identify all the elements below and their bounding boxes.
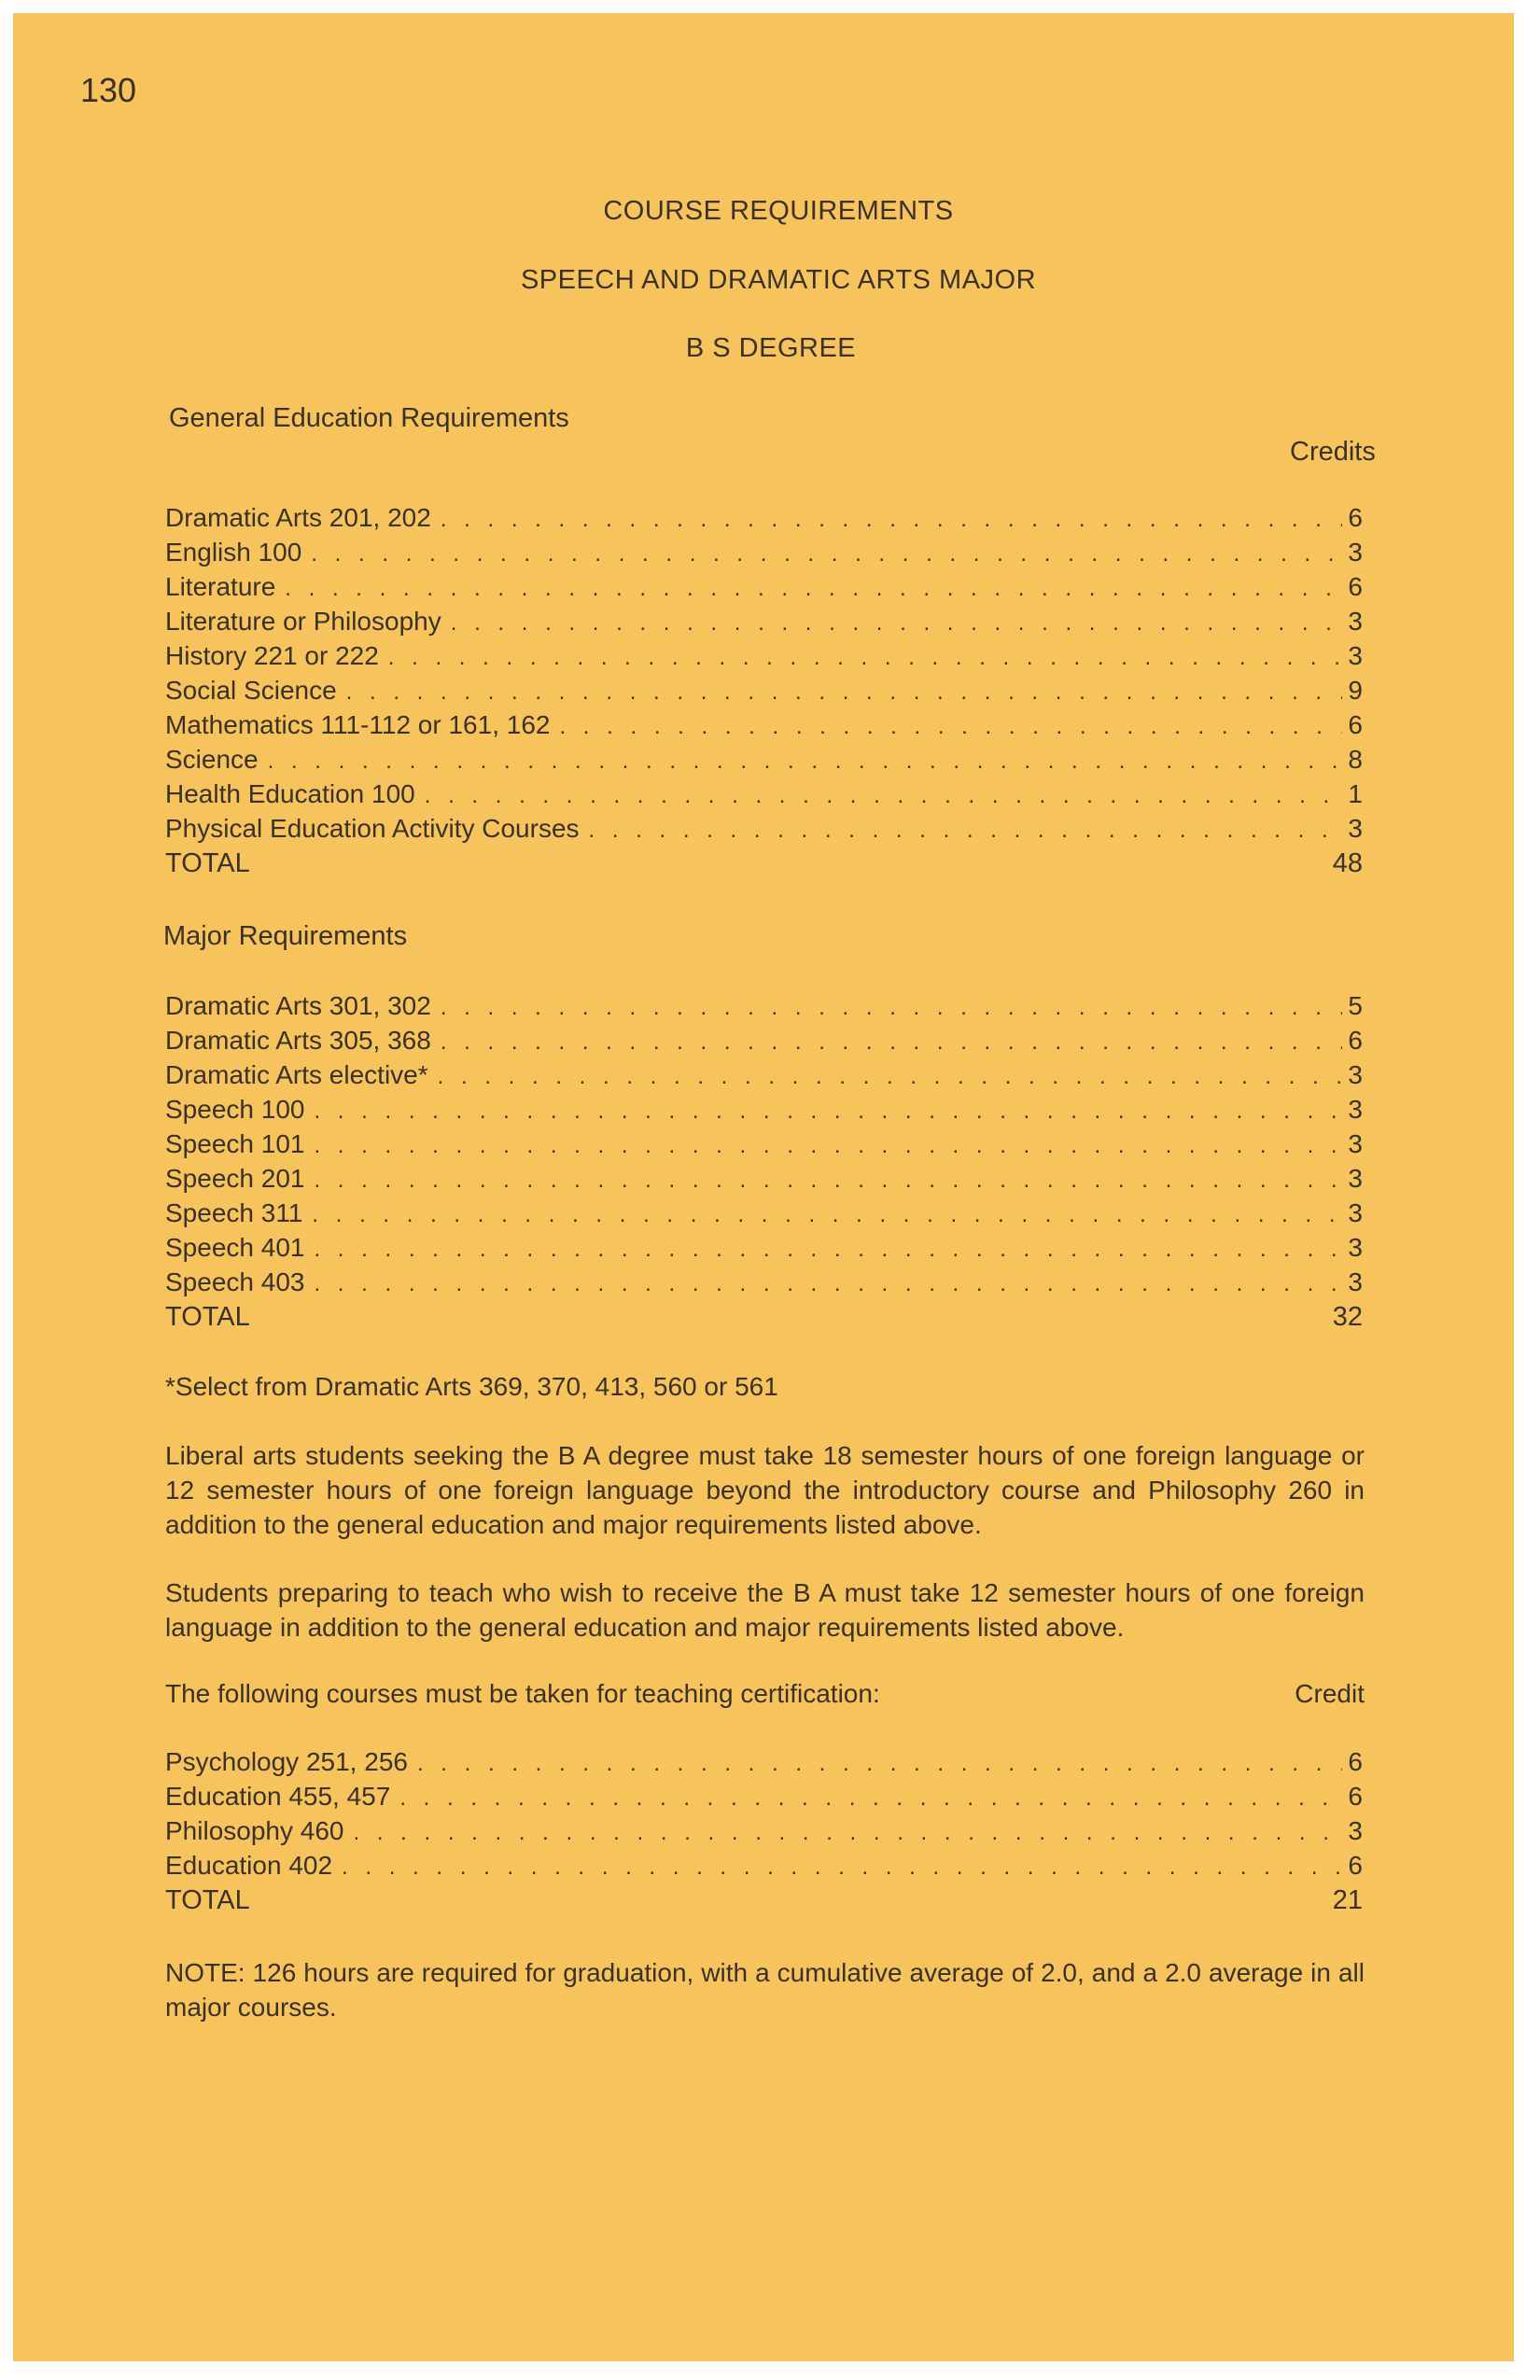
major-heading: SPEECH AND DRAMATIC ARTS MAJOR bbox=[520, 265, 1037, 295]
course-credits: 6 bbox=[1348, 1851, 1363, 1880]
total-label: TOTAL bbox=[165, 848, 250, 878]
course-name: Health Education 100 bbox=[165, 779, 415, 808]
dot-leader bbox=[314, 1099, 1342, 1125]
course-credits: 3 bbox=[1348, 607, 1363, 636]
dot-leader bbox=[342, 1855, 1342, 1881]
dot-leader bbox=[441, 995, 1342, 1021]
course-row bbox=[165, 991, 1363, 1026]
dot-leader bbox=[346, 679, 1342, 706]
dot-leader bbox=[425, 783, 1342, 809]
page-title: COURSE REQUIREMENTS bbox=[603, 196, 954, 226]
dot-leader bbox=[417, 1751, 1342, 1777]
dot-leader bbox=[399, 1785, 1342, 1812]
course-row bbox=[165, 572, 1363, 607]
course-name: Dramatic Arts 305, 368 bbox=[165, 1026, 431, 1055]
course-credits: 3 bbox=[1348, 1816, 1363, 1845]
course-name: Dramatic Arts 201, 202 bbox=[165, 503, 431, 532]
course-name: Speech 401 bbox=[165, 1233, 305, 1262]
total-row bbox=[165, 1302, 1363, 1337]
total-row bbox=[165, 848, 1363, 883]
dot-leader bbox=[268, 749, 1342, 775]
course-name: Psychology 251, 256 bbox=[165, 1747, 408, 1776]
course-name: Philosophy 460 bbox=[165, 1816, 344, 1845]
total-label: TOTAL bbox=[165, 1302, 250, 1332]
dot-leader bbox=[451, 610, 1342, 637]
course-name: Education 402 bbox=[165, 1851, 333, 1880]
course-name: Speech 100 bbox=[165, 1095, 305, 1124]
total-value: 48 bbox=[1332, 848, 1363, 878]
dot-leader bbox=[441, 1029, 1342, 1056]
degree-heading: B S DEGREE bbox=[685, 333, 857, 363]
course-credits: 3 bbox=[1348, 538, 1363, 567]
course-row bbox=[165, 1060, 1363, 1095]
general-education-list bbox=[165, 503, 1363, 883]
course-row bbox=[165, 503, 1363, 538]
course-name: Literature bbox=[165, 572, 276, 601]
course-credits: 3 bbox=[1348, 641, 1363, 670]
elective-footnote: *Select from Dramatic Arts 369, 370, 413, 560 or 561 bbox=[165, 1372, 778, 1401]
course-credits: 3 bbox=[1348, 1198, 1363, 1227]
course-row bbox=[165, 607, 1363, 641]
major-requirements-label: Major Requirements bbox=[163, 921, 408, 951]
course-credits: 3 bbox=[1348, 1233, 1363, 1262]
course-credits: 3 bbox=[1348, 1095, 1363, 1124]
course-credits: 3 bbox=[1348, 1060, 1363, 1089]
general-education-label: General Education Requirements bbox=[169, 403, 569, 433]
dot-leader bbox=[311, 541, 1342, 567]
course-name: Speech 311 bbox=[165, 1198, 303, 1227]
course-row bbox=[165, 1747, 1363, 1782]
dot-leader bbox=[312, 1202, 1342, 1228]
course-credits: 3 bbox=[1348, 1267, 1363, 1296]
course-credits: 9 bbox=[1348, 676, 1363, 705]
dot-leader bbox=[438, 1064, 1342, 1090]
course-credits: 5 bbox=[1348, 991, 1363, 1020]
dot-leader bbox=[314, 1271, 1342, 1297]
course-name: Social Science bbox=[165, 676, 337, 705]
major-requirements-list bbox=[165, 991, 1363, 1337]
course-name: Physical Education Activity Courses bbox=[165, 814, 580, 843]
dot-leader bbox=[314, 1237, 1342, 1263]
total-row bbox=[165, 1885, 1363, 1920]
ba-degree-paragraph: Liberal arts students seeking the B A degree must take 18 semester hours of one foreign language or 12 semester hours of one foreign language beyond the introductory course and Philosophy 260 in addition to the general education and major requirements listed above. bbox=[165, 1441, 1365, 1539]
teaching-paragraph: Students preparing to teach who wish to receive the B A must take 12 semester hours of one foreign language in addition to the general education and major requirements listed above. bbox=[165, 1578, 1365, 1642]
course-credits: 3 bbox=[1348, 1164, 1363, 1193]
dot-leader bbox=[314, 1168, 1342, 1194]
dot-leader bbox=[388, 645, 1342, 671]
course-row bbox=[165, 1164, 1363, 1198]
dot-leader bbox=[441, 507, 1342, 533]
course-row bbox=[165, 676, 1363, 710]
credits-column-header: Credits bbox=[1290, 437, 1376, 467]
course-credits: 6 bbox=[1348, 572, 1363, 601]
course-row bbox=[165, 814, 1363, 848]
graduation-note: NOTE: 126 hours are required for graduation, with a cumulative average of 2.0, and a 2.0 average in all major courses. bbox=[165, 1958, 1365, 2022]
course-row bbox=[165, 710, 1363, 745]
certification-list bbox=[165, 1747, 1363, 1920]
course-credits: 3 bbox=[1348, 1129, 1363, 1158]
total-label: TOTAL bbox=[165, 1885, 250, 1915]
course-name: Speech 201 bbox=[165, 1164, 305, 1193]
course-row bbox=[165, 779, 1363, 814]
dot-leader bbox=[559, 714, 1342, 740]
course-name: History 221 or 222 bbox=[165, 641, 379, 670]
course-row bbox=[165, 1198, 1363, 1233]
certification-intro-text: The following courses must be taken for teaching certification: bbox=[165, 1679, 880, 1708]
course-name: Mathematics 111-112 or 161, 162 bbox=[165, 710, 551, 739]
course-name: Science bbox=[165, 745, 259, 774]
course-row bbox=[165, 745, 1363, 779]
total-value: 32 bbox=[1332, 1302, 1363, 1332]
course-name: Speech 101 bbox=[165, 1129, 305, 1158]
course-credits: 8 bbox=[1348, 745, 1363, 774]
course-row bbox=[165, 1095, 1363, 1129]
course-row bbox=[165, 1267, 1363, 1302]
course-credits: 3 bbox=[1348, 814, 1363, 843]
dot-leader bbox=[353, 1820, 1342, 1846]
course-name: Literature or Philosophy bbox=[165, 607, 441, 636]
certification-intro bbox=[165, 1679, 1365, 1709]
course-name: Speech 403 bbox=[165, 1267, 305, 1296]
course-credits: 6 bbox=[1348, 503, 1363, 532]
dot-leader bbox=[314, 1133, 1342, 1159]
course-credits: 6 bbox=[1348, 710, 1363, 739]
total-value: 21 bbox=[1332, 1885, 1363, 1915]
dot-leader bbox=[285, 576, 1342, 602]
course-row bbox=[165, 1129, 1363, 1164]
course-name: Dramatic Arts elective* bbox=[165, 1060, 428, 1089]
course-row bbox=[165, 1026, 1363, 1060]
course-row bbox=[165, 1851, 1363, 1885]
course-credits: 6 bbox=[1348, 1026, 1363, 1055]
course-credits: 1 bbox=[1348, 779, 1363, 808]
course-name: Education 455, 457 bbox=[165, 1782, 391, 1811]
course-credits: 6 bbox=[1348, 1782, 1363, 1811]
dot-leader bbox=[589, 818, 1342, 844]
course-row bbox=[165, 1816, 1363, 1851]
course-name: English 100 bbox=[165, 538, 302, 567]
course-name: Dramatic Arts 301, 302 bbox=[165, 991, 431, 1020]
catalog-page bbox=[13, 13, 1514, 2361]
course-row bbox=[165, 538, 1363, 572]
course-row bbox=[165, 1233, 1363, 1267]
course-row bbox=[165, 641, 1363, 676]
course-row bbox=[165, 1782, 1363, 1816]
credit-column-header: Credit bbox=[1295, 1679, 1365, 1708]
page-number: 130 bbox=[80, 71, 137, 109]
course-credits: 6 bbox=[1348, 1747, 1363, 1776]
